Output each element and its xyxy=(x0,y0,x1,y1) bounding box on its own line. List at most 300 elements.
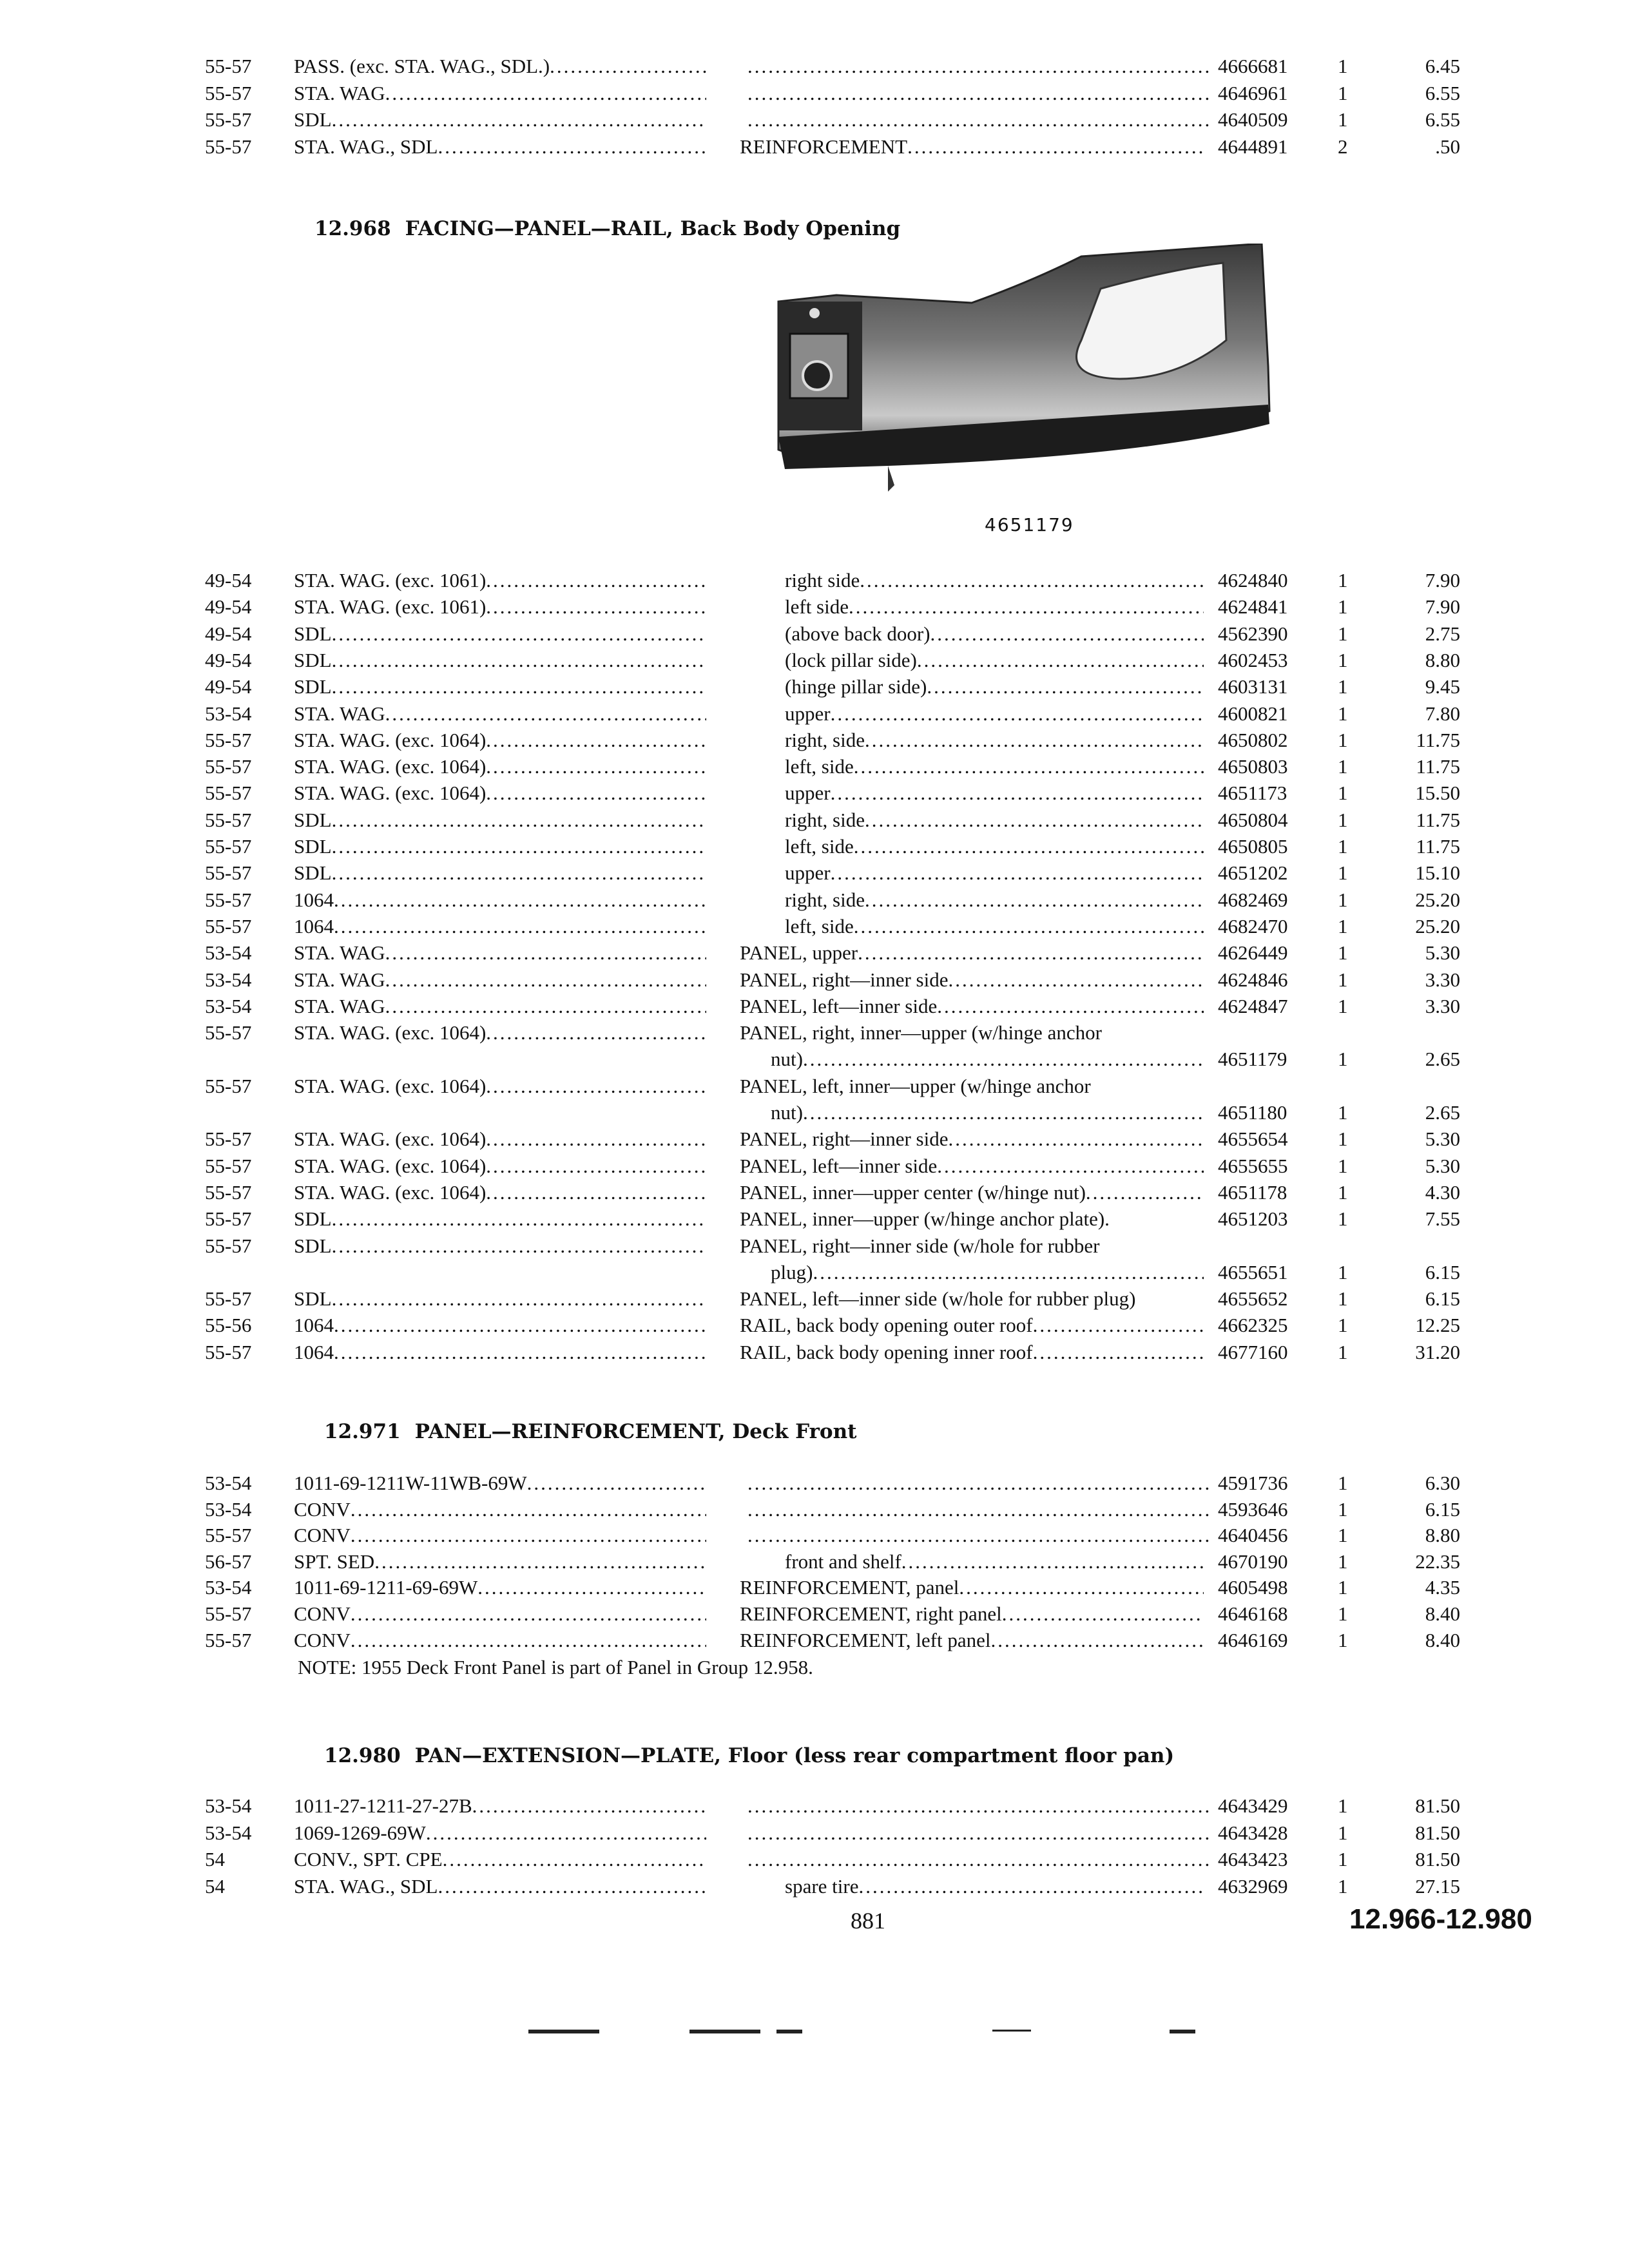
quantity: 1 xyxy=(1338,81,1348,104)
back-body-opening-panel-photo xyxy=(759,244,1282,514)
parts-row xyxy=(0,1470,1629,1496)
part-description xyxy=(747,80,1211,106)
price: 25.20 xyxy=(1415,888,1460,911)
part-description xyxy=(747,106,1211,133)
part-number: 4591736 xyxy=(1218,1472,1288,1494)
price: 81.50 xyxy=(1415,1821,1460,1844)
price: 9.45 xyxy=(1425,675,1460,698)
section-number: 12.971 xyxy=(324,1420,401,1443)
model-description: SDL ..... xyxy=(294,1233,706,1259)
model-year: 55-57 xyxy=(205,1340,252,1363)
parts-row xyxy=(0,1522,1629,1548)
model-description: STA. WAG. (exc. 1061) ..... xyxy=(294,567,706,593)
part-number: 4651180 xyxy=(1218,1101,1287,1124)
section-title: PAN—EXTENSION—PLATE, Floor (less rear compartment floor pan) xyxy=(414,1744,1175,1767)
price: 15.10 xyxy=(1415,861,1460,885)
quantity: 1 xyxy=(1338,675,1348,698)
part-number: 4600821 xyxy=(1218,702,1288,725)
part-description xyxy=(747,1792,1211,1819)
section-number: 12.968 xyxy=(314,217,391,240)
quantity: 1 xyxy=(1338,108,1348,131)
part-description xyxy=(747,1846,1211,1872)
part-number: 4603131 xyxy=(1218,675,1288,698)
part-description: PANEL, left—inner side (w/hole for rubber plug) xyxy=(740,1287,1136,1311)
part-number: 4666681 xyxy=(1218,55,1288,77)
part-number: 4605498 xyxy=(1218,1576,1288,1599)
model-year: 55-57 xyxy=(205,835,252,858)
parts-row xyxy=(0,1233,1629,1259)
price: 7.80 xyxy=(1425,702,1460,725)
part-number: 4650804 xyxy=(1218,808,1288,831)
parts-row xyxy=(0,753,1629,780)
price: 8.80 xyxy=(1425,648,1460,671)
group-range: 12.966-12.980 xyxy=(1349,1903,1532,1935)
part-description: right, side ..... xyxy=(785,807,1204,833)
part-description: PANEL, upper ..... xyxy=(740,939,1204,966)
price: 8.40 xyxy=(1425,1602,1460,1625)
parts-row xyxy=(0,1179,1629,1206)
parts-row xyxy=(0,1548,1629,1575)
parts-row xyxy=(0,1600,1629,1627)
model-year: 54 xyxy=(205,1874,225,1898)
model-year: 53-54 xyxy=(205,994,252,1017)
model-description: STA. WAG. (exc. 1064) ..... xyxy=(294,1073,706,1099)
model-year: 55-57 xyxy=(205,1628,252,1651)
part-number: 4593646 xyxy=(1218,1497,1288,1521)
image-caption: 4651179 xyxy=(985,514,1074,535)
price: 11.75 xyxy=(1416,808,1460,831)
part-description: right side ..... xyxy=(785,567,1204,593)
quantity: 1 xyxy=(1338,861,1348,885)
parts-row xyxy=(0,780,1629,806)
model-year: 55-57 xyxy=(205,1074,252,1097)
price: 8.40 xyxy=(1425,1628,1460,1651)
quantity: 1 xyxy=(1338,968,1348,991)
model-year: 55-57 xyxy=(205,755,252,778)
parts-row xyxy=(0,860,1629,886)
scan-artifact xyxy=(1170,2030,1195,2033)
part-description: (lock pillar side) ..... xyxy=(785,647,1204,673)
model-year: 49-54 xyxy=(205,569,252,591)
model-year: 49-54 xyxy=(205,595,252,619)
model-year: 55-57 xyxy=(205,108,252,131)
part-description: REINFORCEMENT ..... xyxy=(740,133,1204,160)
part-description xyxy=(747,1470,1211,1496)
section-heading-12-968 xyxy=(314,216,900,242)
part-number: 4651202 xyxy=(1218,861,1288,885)
part-description: PANEL, inner—upper center (w/hinge nut) ..... xyxy=(740,1179,1204,1206)
quantity: 1 xyxy=(1338,1340,1348,1363)
model-description: SDL ..... xyxy=(294,106,706,133)
parts-row xyxy=(0,1496,1629,1523)
model-year: 55-57 xyxy=(205,55,252,77)
price: 6.15 xyxy=(1425,1497,1460,1521)
parts-row xyxy=(0,106,1629,133)
part-description: RAIL, back body opening inner roof ..... xyxy=(740,1339,1204,1365)
quantity: 1 xyxy=(1338,728,1348,751)
part-description: right, side ..... xyxy=(785,727,1204,753)
model-year: 55-57 xyxy=(205,914,252,937)
parts-row xyxy=(0,567,1629,593)
model-description: STA. WAG., SDL ..... xyxy=(294,133,706,160)
section-heading-12-980 xyxy=(324,1743,1174,1769)
quantity: 1 xyxy=(1338,1154,1348,1177)
quantity: 1 xyxy=(1338,569,1348,591)
quantity: 1 xyxy=(1338,1207,1348,1231)
part-number: 4640456 xyxy=(1218,1524,1288,1547)
quantity: 1 xyxy=(1338,755,1348,778)
price: 15.50 xyxy=(1415,782,1460,805)
part-description xyxy=(747,1522,1211,1548)
parts-row xyxy=(0,913,1629,939)
price: 5.30 xyxy=(1425,1154,1460,1177)
quantity: 1 xyxy=(1338,648,1348,671)
quantity: 1 xyxy=(1338,1260,1348,1283)
section-title: FACING—PANEL—RAIL, Back Body Opening xyxy=(405,217,901,240)
scan-artifact xyxy=(992,2030,1031,2032)
model-year: 53-54 xyxy=(205,968,252,991)
model-year: 53-54 xyxy=(205,1576,252,1599)
model-year: 53-54 xyxy=(205,1821,252,1844)
model-description: STA. WAG. (exc. 1064) ..... xyxy=(294,1179,706,1206)
scan-artifact xyxy=(689,2030,760,2033)
part-description: front and shelf ..... xyxy=(785,1548,1204,1575)
model-description: SDL ..... xyxy=(294,620,706,647)
parts-row xyxy=(0,80,1629,106)
model-description: SDL ..... xyxy=(294,647,706,673)
price: 3.30 xyxy=(1425,968,1460,991)
model-year: 49-54 xyxy=(205,622,252,645)
parts-row xyxy=(0,1846,1629,1872)
parts-row xyxy=(0,1312,1629,1338)
part-number: 4651173 xyxy=(1218,782,1287,805)
model-year: 55-57 xyxy=(205,1207,252,1231)
part-description: left, side ..... xyxy=(785,833,1204,860)
parts-row xyxy=(0,1073,1629,1099)
model-description: STA. WAG. (exc. 1064) ..... xyxy=(294,1126,706,1152)
part-number: 4644891 xyxy=(1218,135,1288,158)
part-description: left, side ..... xyxy=(785,753,1204,780)
model-year: 55-57 xyxy=(205,81,252,104)
price: 6.30 xyxy=(1425,1472,1460,1494)
part-description xyxy=(747,1496,1211,1523)
price: 25.20 xyxy=(1415,914,1460,937)
price: 27.15 xyxy=(1415,1874,1460,1898)
quantity: 1 xyxy=(1338,702,1348,725)
part-number: 4682470 xyxy=(1218,914,1288,937)
parts-row-continuation xyxy=(0,1099,1629,1126)
quantity: 1 xyxy=(1338,55,1348,77)
parts-row xyxy=(0,1574,1629,1600)
model-description: STA. WAG. (exc. 1064) ..... xyxy=(294,753,706,780)
model-year: 55-57 xyxy=(205,1524,252,1547)
part-number: 4662325 xyxy=(1218,1314,1288,1337)
part-description: PANEL, right—inner side ..... xyxy=(740,1126,1204,1152)
quantity: 1 xyxy=(1338,914,1348,937)
part-description: REINFORCEMENT, left panel ..... xyxy=(740,1627,1204,1653)
part-description-continued: plug) ..... xyxy=(771,1259,1204,1285)
parts-row-continuation xyxy=(0,1259,1629,1285)
part-number: 4562390 xyxy=(1218,622,1288,645)
part-description xyxy=(747,1820,1211,1846)
model-description: SDL ..... xyxy=(294,1285,706,1312)
parts-row xyxy=(0,1792,1629,1819)
part-description: (above back door) ..... xyxy=(785,620,1204,647)
part-description: PANEL, left—inner side ..... xyxy=(740,1153,1204,1179)
quantity: 1 xyxy=(1338,808,1348,831)
model-year: 55-57 xyxy=(205,135,252,158)
parts-row xyxy=(0,1126,1629,1152)
part-number: 4651179 xyxy=(1218,1048,1287,1071)
parts-row xyxy=(0,1153,1629,1179)
model-description: 1011-27-1211-27-27B ..... xyxy=(294,1792,706,1819)
part-description: REINFORCEMENT, panel ..... xyxy=(740,1574,1204,1600)
section-note: NOTE: 1955 Deck Front Panel is part of Panel in Group 12.958. xyxy=(298,1656,813,1678)
model-description: SPT. SED ..... xyxy=(294,1548,706,1575)
price: 6.15 xyxy=(1425,1287,1460,1311)
part-description: upper ..... xyxy=(785,860,1204,886)
part-description: PANEL, right—inner side ..... xyxy=(740,966,1204,993)
parts-row xyxy=(0,1627,1629,1653)
quantity: 1 xyxy=(1338,1497,1348,1521)
parts-row xyxy=(0,887,1629,913)
price: 2.75 xyxy=(1425,622,1460,645)
parts-row xyxy=(0,53,1629,79)
part-number: 4682469 xyxy=(1218,888,1288,911)
parts-row xyxy=(0,1873,1629,1899)
part-number: 4643423 xyxy=(1218,1848,1288,1870)
part-description-continued: nut) ..... xyxy=(771,1099,1204,1126)
quantity: 1 xyxy=(1338,1128,1348,1151)
quantity: 1 xyxy=(1338,1472,1348,1494)
part-number: 4624847 xyxy=(1218,994,1288,1017)
part-number: 4624846 xyxy=(1218,968,1288,991)
model-description: 1069-1269-69W ..... xyxy=(294,1820,706,1846)
parts-row xyxy=(0,966,1629,993)
quantity: 1 xyxy=(1338,1048,1348,1071)
scan-artifact xyxy=(528,2030,599,2033)
parts-row xyxy=(0,993,1629,1019)
parts-row-continuation xyxy=(0,1046,1629,1072)
parts-row xyxy=(0,1285,1629,1312)
price: 7.55 xyxy=(1425,1207,1460,1231)
price: 81.50 xyxy=(1415,1848,1460,1870)
model-year: 55-57 xyxy=(205,782,252,805)
part-description: upper ..... xyxy=(785,780,1204,806)
model-year: 53-54 xyxy=(205,1497,252,1521)
model-description: 1011-69-1211-69-69W ..... xyxy=(294,1574,706,1600)
price: 6.55 xyxy=(1425,81,1460,104)
section-title: PANEL—REINFORCEMENT, Deck Front xyxy=(414,1420,857,1443)
parts-row xyxy=(0,647,1629,673)
section-number: 12.980 xyxy=(324,1744,401,1767)
part-description: PANEL, right, inner—upper (w/hinge anchor xyxy=(740,1021,1102,1044)
part-description: (hinge pillar side) ..... xyxy=(785,673,1204,700)
part-number: 4643429 xyxy=(1218,1794,1288,1817)
part-number: 4670190 xyxy=(1218,1550,1288,1573)
price: 6.15 xyxy=(1425,1260,1460,1283)
price: 11.75 xyxy=(1416,835,1460,858)
part-description: left, side ..... xyxy=(785,913,1204,939)
parts-row xyxy=(0,700,1629,727)
quantity: 1 xyxy=(1338,1314,1348,1337)
part-number: 4651203 xyxy=(1218,1207,1288,1231)
price: 4.35 xyxy=(1425,1576,1460,1599)
page-number: 881 xyxy=(851,1908,885,1934)
price: 8.80 xyxy=(1425,1524,1460,1547)
quantity: 1 xyxy=(1338,1794,1348,1817)
parts-row xyxy=(0,1820,1629,1846)
part-description xyxy=(747,53,1211,79)
part-number: 4655651 xyxy=(1218,1260,1288,1283)
part-description: spare tire ..... xyxy=(785,1873,1204,1899)
part-description: upper ..... xyxy=(785,700,1204,727)
parts-row xyxy=(0,673,1629,700)
model-year: 56-57 xyxy=(205,1550,252,1573)
parts-row xyxy=(0,593,1629,620)
model-year: 49-54 xyxy=(205,648,252,671)
price: .50 xyxy=(1435,135,1460,158)
quantity: 1 xyxy=(1338,941,1348,965)
part-number: 4655654 xyxy=(1218,1128,1288,1151)
quantity: 1 xyxy=(1338,622,1348,645)
model-year: 55-57 xyxy=(205,1602,252,1625)
price: 3.30 xyxy=(1425,994,1460,1017)
parts-row xyxy=(0,807,1629,833)
part-number: 4650803 xyxy=(1218,755,1288,778)
part-number: 4624841 xyxy=(1218,595,1288,619)
quantity: 1 xyxy=(1338,595,1348,619)
model-description: 1011-69-1211W-11WB-69W ..... xyxy=(294,1470,706,1496)
part-number: 4602453 xyxy=(1218,648,1288,671)
model-description: STA. WAG. (exc. 1061) ..... xyxy=(294,593,706,620)
model-description: SDL ..... xyxy=(294,1206,706,1232)
parts-row xyxy=(0,1206,1629,1232)
model-description: SDL ..... xyxy=(294,833,706,860)
section-heading-12-971 xyxy=(324,1419,856,1445)
part-number: 4624840 xyxy=(1218,569,1288,591)
part-number: 4651178 xyxy=(1218,1180,1287,1204)
model-description: SDL ..... xyxy=(294,860,706,886)
scan-artifact xyxy=(776,2030,802,2033)
part-description-continued: nut) ..... xyxy=(771,1046,1204,1072)
model-description: 1064 ..... xyxy=(294,1339,706,1365)
price: 5.30 xyxy=(1425,1128,1460,1151)
part-number: 4650802 xyxy=(1218,728,1288,751)
parts-row xyxy=(0,133,1629,160)
quantity: 1 xyxy=(1338,1180,1348,1204)
price: 12.25 xyxy=(1415,1314,1460,1337)
part-number: 4677160 xyxy=(1218,1340,1288,1363)
quantity: 1 xyxy=(1338,1848,1348,1870)
quantity: 1 xyxy=(1338,835,1348,858)
model-year: 55-57 xyxy=(205,808,252,831)
part-number: 4655652 xyxy=(1218,1287,1288,1311)
model-description: 1064 ..... xyxy=(294,913,706,939)
price: 7.90 xyxy=(1425,569,1460,591)
model-year: 55-57 xyxy=(205,861,252,885)
parts-row xyxy=(0,727,1629,753)
part-description: PANEL, left, inner—upper (w/hinge anchor xyxy=(740,1074,1091,1097)
model-description: STA. WAG. (exc. 1064) ..... xyxy=(294,727,706,753)
model-description: STA. WAG. (exc. 1064) ..... xyxy=(294,1153,706,1179)
model-description: STA. WAG ..... xyxy=(294,700,706,727)
model-description: STA. WAG. (exc. 1064) ..... xyxy=(294,1019,706,1046)
model-description: CONV ..... xyxy=(294,1627,706,1653)
quantity: 1 xyxy=(1338,994,1348,1017)
model-year: 53-54 xyxy=(205,702,252,725)
model-year: 55-57 xyxy=(205,1021,252,1044)
model-description: CONV ..... xyxy=(294,1600,706,1627)
model-description: CONV., SPT. CPE ..... xyxy=(294,1846,706,1872)
part-number: 4646168 xyxy=(1218,1602,1288,1625)
model-description: STA. WAG. (exc. 1064) ..... xyxy=(294,780,706,806)
model-description: STA. WAG ..... xyxy=(294,993,706,1019)
model-description: 1064 ..... xyxy=(294,1312,706,1338)
model-description: STA. WAG ..... xyxy=(294,80,706,106)
price: 81.50 xyxy=(1415,1794,1460,1817)
model-year: 55-57 xyxy=(205,1154,252,1177)
model-description: SDL ..... xyxy=(294,673,706,700)
quantity: 1 xyxy=(1338,782,1348,805)
part-number: 4643428 xyxy=(1218,1821,1288,1844)
parts-row xyxy=(0,939,1629,966)
part-description: PANEL, right—inner side (w/hole for rubber xyxy=(740,1234,1100,1257)
model-year: 55-56 xyxy=(205,1314,252,1337)
quantity: 1 xyxy=(1338,1602,1348,1625)
price: 6.45 xyxy=(1425,55,1460,77)
price: 4.30 xyxy=(1425,1180,1460,1204)
model-year: 53-54 xyxy=(205,1794,252,1817)
parts-row xyxy=(0,620,1629,647)
quantity: 1 xyxy=(1338,1287,1348,1311)
quantity: 1 xyxy=(1338,1524,1348,1547)
model-year: 49-54 xyxy=(205,675,252,698)
part-description: REINFORCEMENT, right panel ..... xyxy=(740,1600,1204,1627)
quantity: 1 xyxy=(1338,888,1348,911)
model-description: 1064 ..... xyxy=(294,887,706,913)
part-number: 4626449 xyxy=(1218,941,1288,965)
price: 11.75 xyxy=(1416,728,1460,751)
model-year: 55-57 xyxy=(205,728,252,751)
model-description: PASS. (exc. STA. WAG., SDL.) ..... xyxy=(294,53,706,79)
price: 7.90 xyxy=(1425,595,1460,619)
quantity: 1 xyxy=(1338,1101,1348,1124)
model-year: 53-54 xyxy=(205,1472,252,1494)
model-description: STA. WAG ..... xyxy=(294,966,706,993)
part-description: left side ..... xyxy=(785,593,1204,620)
model-year: 54 xyxy=(205,1848,225,1870)
price: 11.75 xyxy=(1416,755,1460,778)
model-year: 53-54 xyxy=(205,941,252,965)
part-description: right, side ..... xyxy=(785,887,1204,913)
quantity: 1 xyxy=(1338,1576,1348,1599)
quantity: 1 xyxy=(1338,1821,1348,1844)
model-year: 55-57 xyxy=(205,1287,252,1311)
quantity: 1 xyxy=(1338,1628,1348,1651)
parts-row xyxy=(0,1339,1629,1365)
price: 22.35 xyxy=(1415,1550,1460,1573)
price: 2.65 xyxy=(1425,1048,1460,1071)
quantity: 2 xyxy=(1338,135,1348,158)
parts-row xyxy=(0,1019,1629,1046)
part-number: 4640509 xyxy=(1218,108,1288,131)
model-description: STA. WAG., SDL ..... xyxy=(294,1873,706,1899)
quantity: 1 xyxy=(1338,1550,1348,1573)
price: 31.20 xyxy=(1415,1340,1460,1363)
part-description: RAIL, back body opening outer roof ..... xyxy=(740,1312,1204,1338)
model-year: 55-57 xyxy=(205,1180,252,1204)
